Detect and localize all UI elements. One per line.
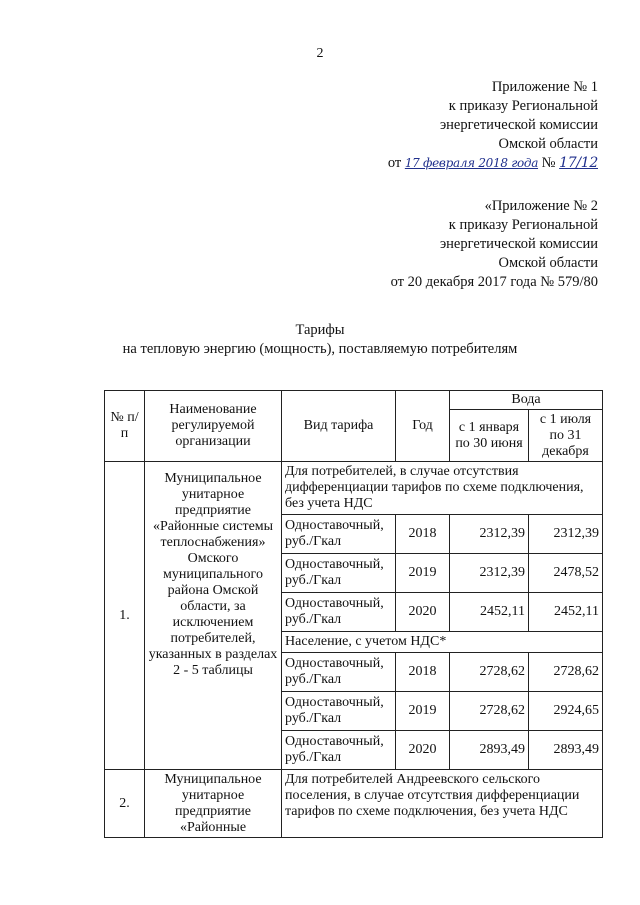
tariff-value: 2728,62 [450, 653, 529, 692]
tariff-value: 2728,62 [529, 653, 603, 692]
tariff-type: Одноставочный, руб./Гкал [282, 593, 396, 632]
tariff-type: Одноставочный, руб./Гкал [282, 731, 396, 770]
appendix-1-line: к приказу Региональной [448, 98, 598, 114]
document-title [0, 321, 640, 359]
appendix-2-line: «Приложение № 2 [484, 198, 598, 214]
year: 2019 [396, 554, 450, 593]
tariff-type: Одноставочный, руб./Гкал [282, 554, 396, 593]
tariff-value: 2452,11 [529, 593, 603, 632]
year: 2020 [396, 593, 450, 632]
header-organization: Наименование регулируемой организации [145, 391, 282, 462]
tariff-value: 2312,39 [529, 515, 603, 554]
appendix-2-line: энергетической комиссии [439, 236, 598, 252]
organization-name: Муниципальное унитарное предприятие «Районные системы теплоснабжения» Омского муниципального района Омской области, за исключением потребителей, указанных в разделах 2 - 5 таблицы [145, 462, 282, 770]
tariff-value: 2452,11 [450, 593, 529, 632]
row-number: 2. [105, 770, 145, 838]
header-period-1: с 1 января по 30 июня [450, 410, 529, 462]
handwritten-date: 17 февраля 2018 года [404, 156, 539, 170]
consumer-group: Население, с учетом НДС* [282, 632, 603, 653]
organization-name: Муниципальное унитарное предприятие «Районные [145, 770, 282, 838]
appendix-1-line: энергетической комиссии [439, 117, 598, 133]
page-number: 2 [316, 46, 324, 61]
tariff-value: 2478,52 [529, 554, 603, 593]
tariff-value: 2312,39 [450, 554, 529, 593]
year: 2020 [396, 731, 450, 770]
number-label: № [541, 155, 556, 171]
from-prefix: от [387, 155, 402, 171]
header-tariff-type: Вид тарифа [282, 391, 396, 462]
appendix-2-line: Омской области [498, 255, 598, 271]
appendix-1-date-line [388, 154, 598, 173]
consumer-group: Для потребителей Андреевского сельского поселения, в случае отсутствия дифференциации тарифов по схеме подключения, без учета НДС [282, 770, 603, 838]
row-number: 1. [105, 462, 145, 770]
tariff-value: 2924,65 [529, 692, 603, 731]
year: 2018 [396, 653, 450, 692]
appendix-1-line: Омской области [498, 136, 598, 152]
appendix-1-line: Приложение № 1 [491, 79, 598, 95]
year: 2018 [396, 515, 450, 554]
header-water: Вода [450, 391, 603, 410]
tariff-value: 2893,49 [450, 731, 529, 770]
title-line-1: Тарифы [295, 322, 345, 338]
appendix-2-line: к приказу Региональной [448, 217, 598, 233]
header-year: Год [396, 391, 450, 462]
tariff-value: 2893,49 [529, 731, 603, 770]
tariff-type: Одноставочный, руб./Гкал [282, 653, 396, 692]
table-row [105, 462, 603, 515]
header-period-2: с 1 июля по 31 декабря [529, 410, 603, 462]
tariff-value: 2728,62 [450, 692, 529, 731]
year: 2019 [396, 692, 450, 731]
appendix-1-block [388, 78, 598, 173]
tariff-value: 2312,39 [450, 515, 529, 554]
table-row [105, 770, 603, 838]
handwritten-number: 17/12 [559, 155, 598, 171]
tariff-table [104, 390, 603, 838]
header-num: № п/п [105, 391, 145, 462]
tariff-type: Одноставочный, руб./Гкал [282, 515, 396, 554]
consumer-group: Для потребителей, в случае отсутствия дифференциации тарифов по схеме подключения, без учета НДС [282, 462, 603, 515]
title-line-2: на тепловую энергию (мощность), поставляемую потребителям [122, 341, 518, 357]
appendix-2-line: от 20 декабря 2017 года № 579/80 [390, 274, 598, 290]
tariff-type: Одноставочный, руб./Гкал [282, 692, 396, 731]
appendix-2-block [391, 197, 598, 292]
